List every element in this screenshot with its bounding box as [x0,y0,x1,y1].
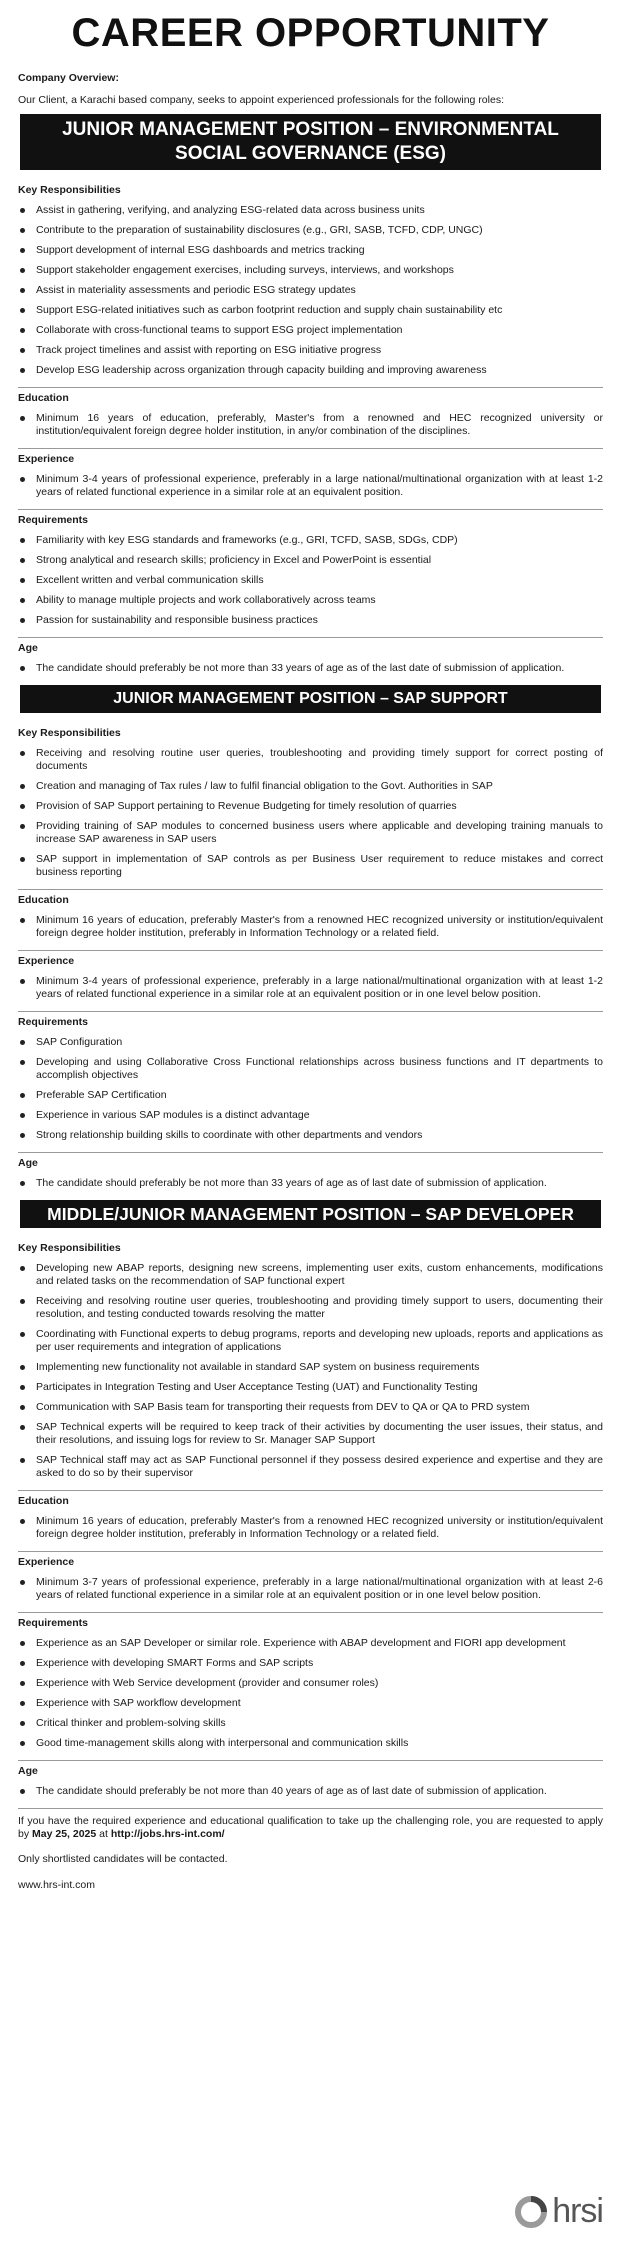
list-item: Ability to manage multiple projects and work collaboratively across teams [18,594,603,607]
list-item: SAP Technical staff may act as SAP Functional personnel if they possess desired experience and expertise and they are asked to do so by their supervisor [18,1454,603,1480]
bullet-list [18,1785,603,1798]
bullet-list [18,914,603,940]
list-item: Minimum 3-4 years of professional experience, preferably in a large national/multinational organization with at least 1-2 years of related functional experience in a similar role at an equivalent position. [18,473,603,499]
shortlist-note: Only shortlisted candidates will be contacted. [18,1853,228,1865]
list-item: SAP support in implementation of SAP controls as per Business User requirement to reduce mistakes and correct business reporting [18,853,603,879]
section-heading: Requirements [18,509,603,526]
application-instructions [18,1808,603,1841]
bullet-list [18,662,603,675]
list-item: Creation and managing of Tax rules / law to fulfil financial obligation to the Govt. Authorities in SAP [18,780,603,793]
list-item: Minimum 16 years of education, preferably Master's from a renowned HEC recognized university or institution/equivalent foreign degree holder institution, preferably in Information Technology or a related field. [18,1515,603,1541]
list-item: Communication with SAP Basis team for transporting their requests from DEV to QA or QA to PRD system [18,1401,603,1414]
section-heading: Key Responsibilities [18,727,121,739]
list-item: Assist in materiality assessments and periodic ESG strategy updates [18,284,603,297]
company-overview-heading: Company Overview: [18,72,119,84]
list-item: Minimum 3-4 years of professional experience, preferably in a large national/multinational organization with at least 1-2 years of related functional experience in a similar role at an equivalent position or in one level below position. [18,975,603,1001]
closing-text-1: If you have the required experience and educational qualification to take up the challenging role, you are requested to apply by [18,1815,603,1840]
list-item: Support ESG-related initiatives such as carbon footprint reduction and supply chain sustainability etc [18,304,603,317]
positions-list [18,114,603,1798]
section-heading: Education [18,387,603,404]
list-item: SAP Technical experts will be required to keep track of their activities by documenting the user issues, their status, and their resolutions, and issuing logs for review to Sr. Manager SAP Support [18,1421,603,1447]
website-link[interactable]: www.hrs-int.com [18,1879,96,1891]
hrsi-logo [514,2192,603,2231]
company-overview-text: Our Client, a Karachi based company, seeks to appoint experienced professionals for the following roles: [18,94,504,106]
list-item: Experience as an SAP Developer or similar role. Experience with ABAP development and FIORI app development [18,1637,603,1650]
list-item: The candidate should preferably be not more than 33 years of age as of the last date of submission of application. [18,662,603,675]
list-item: Experience with SAP workflow development [18,1697,603,1710]
list-item: The candidate should preferably be not more than 40 years of age as of last date of submission of application. [18,1785,603,1798]
position-title-line: JUNIOR MANAGEMENT POSITION – SAP SUPPORT [113,690,508,707]
bullet-list [18,1576,603,1602]
position-title-line: JUNIOR MANAGEMENT POSITION – ENVIRONMENTAL [62,119,559,140]
apply-link[interactable]: http://jobs.hrs-int.com/ [110,1828,225,1840]
section-heading: Age [18,1760,603,1777]
section-heading: Experience [18,448,603,465]
bullet-list [18,412,603,438]
list-item: The candidate should preferably be not more than 33 years of age as of last date of submission of application. [18,1177,603,1190]
section-heading: Education [18,889,603,906]
list-item: Familiarity with key ESG standards and frameworks (e.g., GRI, TCFD, SASB, SDGs, CDP) [18,534,603,547]
position-title-banner [20,1200,601,1228]
list-item: Strong analytical and research skills; proficiency in Excel and PowerPoint is essential [18,554,603,567]
bullet-list [18,1515,603,1541]
logo-text: hrsi [552,2192,603,2230]
section-heading: Experience [18,950,603,967]
closing-text-2: at [96,1828,111,1840]
position-title-line: SOCIAL GOVERNANCE (ESG) [175,143,446,164]
list-item: Support stakeholder engagement exercises, including surveys, interviews, and workshops [18,264,603,277]
list-item: Passion for sustainability and responsible business practices [18,614,603,627]
list-item: Good time-management skills along with interpersonal and communication skills [18,1737,603,1750]
list-item: Developing new ABAP reports, designing new screens, implementing user exits, custom enhancements, modifications and related tasks on the recommendation of SAP functional expert [18,1262,603,1288]
list-item: Excellent written and verbal communication skills [18,574,603,587]
list-item: Implementing new functionality not available in standard SAP system on business requirements [18,1361,603,1374]
bullet-list [18,473,603,499]
list-item: Collaborate with cross-functional teams to support ESG project implementation [18,324,603,337]
section-heading: Experience [18,1551,603,1568]
bullet-list [18,1177,603,1190]
list-item: Providing training of SAP modules to concerned business users where applicable and developing training manuals to increase SAP awareness in SAP users [18,820,603,846]
bullet-list [18,1637,603,1750]
list-item: Developing and using Collaborative Cross Functional relationships across business functions and IT departments to accomplish objectives [18,1056,603,1082]
list-item: Strong relationship building skills to coordinate with other departments and vendors [18,1129,603,1142]
position-title-banner [20,114,601,170]
bullet-list [18,975,603,1001]
bullet-list [18,534,603,627]
section-heading: Requirements [18,1612,603,1629]
section-heading: Age [18,637,603,654]
bullet-list [18,1262,603,1480]
bullet-list [18,204,603,377]
section-heading: Age [18,1152,603,1169]
list-item: Experience with developing SMART Forms and SAP scripts [18,1657,603,1670]
section-heading: Key Responsibilities [18,184,121,196]
list-item: Experience with Web Service development (provider and consumer roles) [18,1677,603,1690]
logo-swirl-icon [514,2195,548,2229]
list-item: Assist in gathering, verifying, and analyzing ESG-related data across business units [18,204,603,217]
position-title-banner [20,685,601,713]
list-item: Minimum 3-7 years of professional experience, preferably in a large national/multinational organization with at least 2-6 years of related functional experience in a similar role at an equivalent position or in one level below position. [18,1576,603,1602]
position-title-line: MIDDLE/JUNIOR MANAGEMENT POSITION – SAP DEVELOPER [47,1204,574,1224]
list-item: Support development of internal ESG dashboards and metrics tracking [18,244,603,257]
list-item: Receiving and resolving routine user queries, troubleshooting and providing timely support for correct posting of documents [18,747,603,773]
list-item: Develop ESG leadership across organization through capacity building and improving awareness [18,364,603,377]
section-heading: Key Responsibilities [18,1242,121,1254]
application-deadline: May 25, 2025 [32,1828,97,1840]
list-item: Experience in various SAP modules is a distinct advantage [18,1109,603,1122]
list-item: Provision of SAP Support pertaining to Revenue Budgeting for timely resolution of quarries [18,800,603,813]
list-item: Contribute to the preparation of sustainability disclosures (e.g., GRI, SASB, TCFD, CDP, UNGC) [18,224,603,237]
section-heading: Requirements [18,1011,603,1028]
list-item: Coordinating with Functional experts to debug programs, reports and developing new uploads, reports and applications as per user requirements and integration of applications [18,1328,603,1354]
page-title: CAREER OPPORTUNITY [71,11,550,55]
section-heading: Education [18,1490,603,1507]
bullet-list [18,747,603,879]
bullet-list [18,1036,603,1142]
list-item: Critical thinker and problem-solving skills [18,1717,603,1730]
list-item: Participates in Integration Testing and User Acceptance Testing (UAT) and Functionality Testing [18,1381,603,1394]
list-item: Preferable SAP Certification [18,1089,603,1102]
list-item: Track project timelines and assist with reporting on ESG initiative progress [18,344,603,357]
list-item: Minimum 16 years of education, preferably, Master's from a renowned and HEC recognized university or institution/equivalent foreign degree holder institution, in any/or combination of the disciplines. [18,412,603,438]
list-item: SAP Configuration [18,1036,603,1049]
list-item: Receiving and resolving routine user queries, troubleshooting and providing timely support to users, documenting their resolution, and testing conducted towards resolving the matter [18,1295,603,1321]
list-item: Minimum 16 years of education, preferably Master's from a renowned HEC recognized university or institution/equivalent foreign degree holder institution, preferably in Information Technology or a related field. [18,914,603,940]
